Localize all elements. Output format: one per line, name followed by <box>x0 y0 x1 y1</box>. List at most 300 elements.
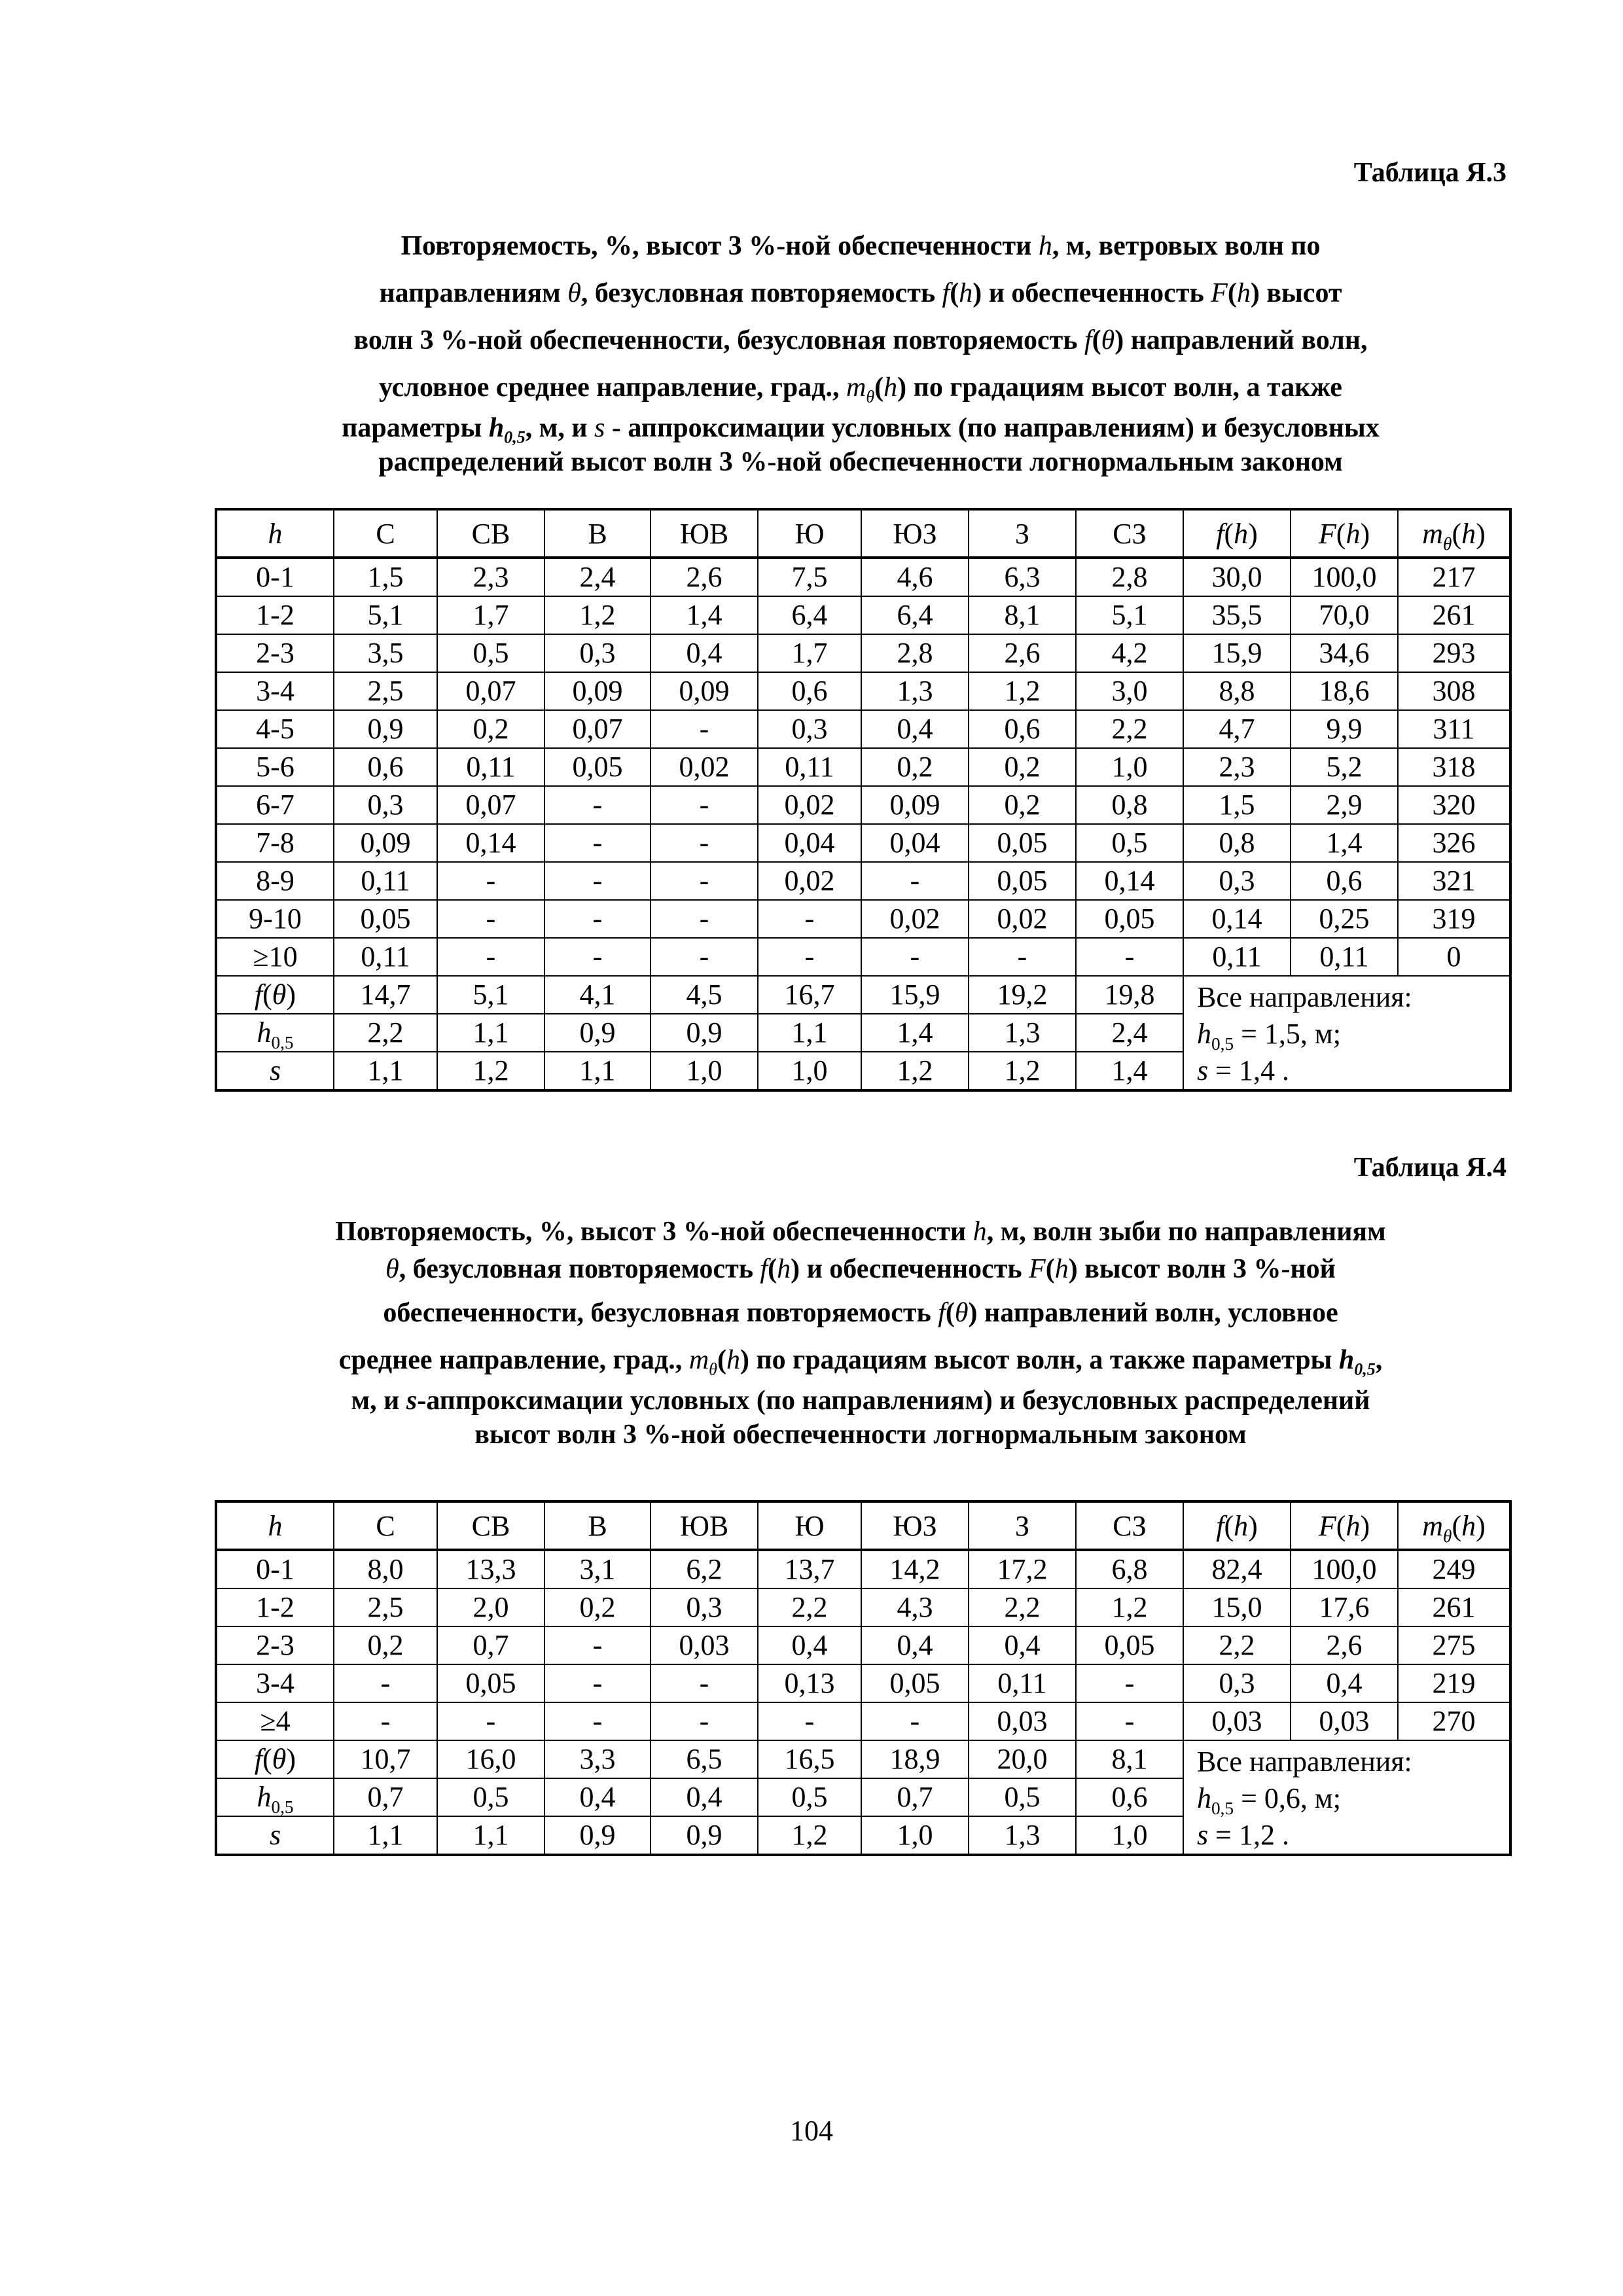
table-cell: 0,03 <box>1291 1702 1398 1740</box>
table-row <box>216 672 1510 710</box>
table-cell: 1,0 <box>861 1816 969 1855</box>
table-cell: 17,2 <box>969 1550 1076 1588</box>
table-cell: 293 <box>1398 634 1510 672</box>
table-cell: 0-1 <box>216 1550 334 1588</box>
table-cell: 0,6 <box>334 748 437 786</box>
table-cell: 15,9 <box>861 976 969 1014</box>
table4-header-0: h <box>216 1501 334 1550</box>
table-row <box>216 596 1510 634</box>
table-cell: 320 <box>1398 786 1510 824</box>
table-cell: 1,4 <box>861 1014 969 1052</box>
table-cell: 5-6 <box>216 748 334 786</box>
table-cell: 5,1 <box>334 596 437 634</box>
table-cell: 0,07 <box>437 786 544 824</box>
table-cell: 0,02 <box>861 900 969 938</box>
table-cell: 9,9 <box>1291 710 1398 748</box>
table-cell: 2,0 <box>437 1588 544 1626</box>
table-cell: 311 <box>1398 710 1510 748</box>
table-cell: 1,0 <box>651 1052 758 1090</box>
table4-caption: Повторяемость, %, высот 3 %-ной обеспеченности h, м, волн зыби по направлениям θ, безусловная повторяемость f(h) и обеспеченность F(h) высот волн 3 %-ной обеспеченности, безусловная повторяемость f(θ) направлений волн, условное среднее направление, град., $m_\theta(h)$ по градациям высот волн, а также параметры $h_{0,5}$, м, и s-аппроксимации условных (по направлениям) и безусловных распределений высот волн 3 %-ной обеспеченности логнормальным законом <box>335 1217 1386 1450</box>
table-cell: - <box>544 1702 651 1740</box>
table-cell: - <box>544 900 651 938</box>
table-cell: 17,6 <box>1291 1588 1398 1626</box>
table-cell: 1,0 <box>1076 1816 1183 1855</box>
table-cell: 1,1 <box>437 1014 544 1052</box>
table-cell: - <box>544 1626 651 1664</box>
param-label: f(θ) <box>216 976 334 1014</box>
table-cell: 5,1 <box>1076 596 1183 634</box>
table-cell: 35,5 <box>1183 596 1291 634</box>
table-cell: 7-8 <box>216 824 334 862</box>
table4-header-5: Ю <box>758 1501 861 1550</box>
table-cell: 7,5 <box>758 558 861 596</box>
table-row <box>216 1550 1510 1588</box>
table-cell: 0,4 <box>1291 1664 1398 1702</box>
table-cell: 6,8 <box>1076 1550 1183 1588</box>
table-cell: 0,5 <box>437 1778 544 1816</box>
table-cell: 2-3 <box>216 1626 334 1664</box>
table-cell: 0,6 <box>1291 862 1398 900</box>
table-cell: - <box>651 862 758 900</box>
table3-header-6: ЮЗ <box>861 509 969 558</box>
table3-header-5: Ю <box>758 509 861 558</box>
table-cell: 15,9 <box>1183 634 1291 672</box>
table-cell: 0,3 <box>1183 1664 1291 1702</box>
table-cell: 0,4 <box>861 710 969 748</box>
table4 <box>215 1500 1512 1856</box>
table-cell: 0,9 <box>544 1816 651 1855</box>
table-cell: 2,6 <box>969 634 1076 672</box>
table-cell: 321 <box>1398 862 1510 900</box>
table-cell: 0,6 <box>1076 1778 1183 1816</box>
table-cell: 0,04 <box>861 824 969 862</box>
table-cell: 10,7 <box>334 1740 437 1778</box>
table-cell: 19,8 <box>1076 976 1183 1014</box>
table-cell: 1,7 <box>758 634 861 672</box>
table-cell: 0,09 <box>651 672 758 710</box>
table-cell: 4-5 <box>216 710 334 748</box>
table-cell: 308 <box>1398 672 1510 710</box>
summary-title: Все направления: <box>1197 981 1412 1013</box>
table3-header-row <box>216 509 1510 558</box>
table-cell: 0,2 <box>544 1588 651 1626</box>
table-cell: 4,6 <box>861 558 969 596</box>
table-cell: 2,6 <box>651 558 758 596</box>
table-cell: 217 <box>1398 558 1510 596</box>
table4-header-1: С <box>334 1501 437 1550</box>
table-cell: 0,02 <box>969 900 1076 938</box>
table-cell: - <box>861 1702 969 1740</box>
table3-header-2: СВ <box>437 509 544 558</box>
table-row <box>216 786 1510 824</box>
table-cell: 1-2 <box>216 1588 334 1626</box>
summary-s: s = 1,2 . <box>1197 1819 1289 1851</box>
table-cell: 2,5 <box>334 1588 437 1626</box>
table-cell: 34,6 <box>1291 634 1398 672</box>
table-cell: 0,9 <box>651 1014 758 1052</box>
table3-header-8: СЗ <box>1076 509 1183 558</box>
table-cell: - <box>758 900 861 938</box>
table-cell: 1,2 <box>969 1052 1076 1090</box>
table-row <box>216 938 1510 976</box>
table-cell: 0,03 <box>1183 1702 1291 1740</box>
table-cell: 1-2 <box>216 596 334 634</box>
table-cell: 0,05 <box>969 862 1076 900</box>
table-cell: 2,2 <box>1183 1626 1291 1664</box>
table3-header-7: З <box>969 509 1076 558</box>
table-cell: 3-4 <box>216 1664 334 1702</box>
summary-title: Все направления: <box>1197 1746 1412 1778</box>
table-cell: - <box>861 862 969 900</box>
table-cell: 0,3 <box>1183 862 1291 900</box>
table4-header-7: З <box>969 1501 1076 1550</box>
table-cell: 0,6 <box>758 672 861 710</box>
table-cell: 1,4 <box>651 596 758 634</box>
table-cell: 8,8 <box>1183 672 1291 710</box>
table3-header-0: h <box>216 509 334 558</box>
table4-label: Таблица Я.4 <box>1353 1153 1507 1183</box>
table-cell: 1,2 <box>1076 1588 1183 1626</box>
table-cell: 0,7 <box>334 1778 437 1816</box>
table-cell: 15,0 <box>1183 1588 1291 1626</box>
table3-header-4: ЮВ <box>651 509 758 558</box>
table-cell: 0,4 <box>969 1626 1076 1664</box>
table-cell: 18,9 <box>861 1740 969 1778</box>
table-cell: 0,11 <box>758 748 861 786</box>
table-cell: 0,09 <box>334 824 437 862</box>
table-cell: 8,0 <box>334 1550 437 1588</box>
table-cell: 318 <box>1398 748 1510 786</box>
table-cell: 0,7 <box>861 1778 969 1816</box>
table-cell: 0,4 <box>544 1778 651 1816</box>
table-cell: 261 <box>1398 1588 1510 1626</box>
table-cell: 1,2 <box>758 1816 861 1855</box>
table-cell: 6,3 <box>969 558 1076 596</box>
table-cell: 0,6 <box>969 710 1076 748</box>
table-cell: - <box>969 938 1076 976</box>
table-cell: 0,07 <box>544 710 651 748</box>
table-cell: 4,3 <box>861 1588 969 1626</box>
table3-label: Таблица Я.3 <box>1353 158 1507 188</box>
table-cell: - <box>651 900 758 938</box>
table-cell: - <box>544 786 651 824</box>
table-cell: 3,5 <box>334 634 437 672</box>
table-cell: 0,2 <box>437 710 544 748</box>
table-cell: 0,02 <box>758 862 861 900</box>
table-cell: 0,11 <box>1291 938 1398 976</box>
table-cell: 4,1 <box>544 976 651 1014</box>
table-cell: 3,3 <box>544 1740 651 1778</box>
table-cell: 0,9 <box>651 1816 758 1855</box>
table-cell: 1,5 <box>1183 786 1291 824</box>
table4-header-10: F(h) <box>1291 1501 1398 1550</box>
table-cell: 1,2 <box>861 1052 969 1090</box>
table3-header-9: f(h) <box>1183 509 1291 558</box>
table-cell: 326 <box>1398 824 1510 862</box>
table-cell: 20,0 <box>969 1740 1076 1778</box>
param-row <box>216 1740 1510 1778</box>
table-cell: 1,1 <box>334 1816 437 1855</box>
table-cell: 0,2 <box>969 748 1076 786</box>
table-cell: 0 <box>1398 938 1510 976</box>
table-cell: 0,03 <box>651 1626 758 1664</box>
table-cell: - <box>544 862 651 900</box>
table3 <box>215 508 1512 1092</box>
table-cell: 0,02 <box>651 748 758 786</box>
table4-header-11: $m_\theta(h)$ <box>1398 1501 1510 1550</box>
table-cell: - <box>651 1702 758 1740</box>
table-cell: 1,3 <box>969 1816 1076 1855</box>
table-cell: 1,2 <box>969 672 1076 710</box>
table-cell: 0,5 <box>969 1778 1076 1816</box>
table-cell: 0,4 <box>651 634 758 672</box>
table-cell: 0,04 <box>758 824 861 862</box>
table-cell: 0,3 <box>544 634 651 672</box>
table-cell: 1,3 <box>861 672 969 710</box>
table-cell: 16,7 <box>758 976 861 1014</box>
table3-header-11: $m_\theta(h)$ <box>1398 509 1510 558</box>
table-cell: 13,7 <box>758 1550 861 1588</box>
table4-header-8: СЗ <box>1076 1501 1183 1550</box>
table-cell: 0,2 <box>969 786 1076 824</box>
table-cell: 4,7 <box>1183 710 1291 748</box>
table-cell: 16,5 <box>758 1740 861 1778</box>
table-cell: 0,11 <box>334 938 437 976</box>
table-cell: 0,4 <box>861 1626 969 1664</box>
table-cell: 6,2 <box>651 1550 758 1588</box>
table-cell: 14,2 <box>861 1550 969 1588</box>
table-cell: - <box>544 824 651 862</box>
table4-header-4: ЮВ <box>651 1501 758 1550</box>
table-cell: - <box>758 1702 861 1740</box>
table-cell: - <box>861 938 969 976</box>
table-cell: - <box>1076 938 1183 976</box>
table-row <box>216 748 1510 786</box>
table-cell: - <box>651 786 758 824</box>
table-cell: 4,2 <box>1076 634 1183 672</box>
table-cell: 0,9 <box>544 1014 651 1052</box>
table-cell: - <box>437 900 544 938</box>
table-cell: ≥10 <box>216 938 334 976</box>
table-cell: 19,2 <box>969 976 1076 1014</box>
page-number: 104 <box>790 2115 833 2147</box>
table-cell: 1,7 <box>437 596 544 634</box>
table-cell: - <box>758 938 861 976</box>
table-cell: 0,09 <box>861 786 969 824</box>
table-cell: 1,1 <box>334 1052 437 1090</box>
table-cell: 0,05 <box>1076 900 1183 938</box>
table-cell: 0,5 <box>1076 824 1183 862</box>
table-cell: 319 <box>1398 900 1510 938</box>
table-cell: 3,0 <box>1076 672 1183 710</box>
table-cell: - <box>437 862 544 900</box>
summary-h: $h_{0,5} = 1,5$, м; <box>1197 1018 1341 1054</box>
param-label: $h_{0,5}$ <box>216 1014 334 1052</box>
table-cell: 2,3 <box>437 558 544 596</box>
table-cell: 0,09 <box>544 672 651 710</box>
table-cell: 0,11 <box>437 748 544 786</box>
table-cell: 0,02 <box>758 786 861 824</box>
table-cell: 0,05 <box>334 900 437 938</box>
summary-h: $h_{0,5} = 0,6$, м; <box>1197 1782 1341 1818</box>
table-cell: 2,2 <box>758 1588 861 1626</box>
table-cell: 0,05 <box>1076 1626 1183 1664</box>
table-cell: 70,0 <box>1291 596 1398 634</box>
table-cell: 0,14 <box>437 824 544 862</box>
table-cell: - <box>1076 1664 1183 1702</box>
table-cell: 13,3 <box>437 1550 544 1588</box>
table-cell: 100,0 <box>1291 558 1398 596</box>
table-cell: 0,5 <box>758 1778 861 1816</box>
table-cell: 2,2 <box>1076 710 1183 748</box>
table-cell: 0,11 <box>1183 938 1291 976</box>
table-cell: 2,6 <box>1291 1626 1398 1664</box>
table-cell: 5,2 <box>1291 748 1398 786</box>
table-cell: 0,4 <box>758 1626 861 1664</box>
table-cell: 2,4 <box>1076 1014 1183 1052</box>
table-cell: 6,4 <box>861 596 969 634</box>
table-cell: 3,1 <box>544 1550 651 1588</box>
table-cell: 2,3 <box>1183 748 1291 786</box>
table-cell: 249 <box>1398 1550 1510 1588</box>
table-cell: 0,9 <box>334 710 437 748</box>
table-cell: - <box>651 710 758 748</box>
table-cell: 8,1 <box>1076 1740 1183 1778</box>
table-cell: 2,8 <box>1076 558 1183 596</box>
table-cell: 0,14 <box>1076 862 1183 900</box>
table-cell: 1,4 <box>1291 824 1398 862</box>
table4-header-6: ЮЗ <box>861 1501 969 1550</box>
table-cell: 0,3 <box>758 710 861 748</box>
table-cell: 2-3 <box>216 634 334 672</box>
table-cell: 0,2 <box>861 748 969 786</box>
table-cell: 6,4 <box>758 596 861 634</box>
table-cell: - <box>544 1664 651 1702</box>
table-cell: 0,8 <box>1076 786 1183 824</box>
table-row <box>216 558 1510 596</box>
table-cell: 4,5 <box>651 976 758 1014</box>
table-cell: 219 <box>1398 1664 1510 1702</box>
table-cell: - <box>334 1664 437 1702</box>
table4-header-2: СВ <box>437 1501 544 1550</box>
table-row <box>216 1702 1510 1740</box>
table-cell: 2,2 <box>334 1014 437 1052</box>
table-cell: 82,4 <box>1183 1550 1291 1588</box>
table-cell: 1,1 <box>437 1816 544 1855</box>
table-cell: 0,07 <box>437 672 544 710</box>
table-cell: 5,1 <box>437 976 544 1014</box>
table4-header-9: f(h) <box>1183 1501 1291 1550</box>
table4-all-directions-summary <box>1183 1740 1510 1855</box>
table-cell: - <box>437 938 544 976</box>
table-cell: 0-1 <box>216 558 334 596</box>
table3-caption: Повторяемость, %, высот 3 %-ной обеспеченности h, м, ветровых волн по направлениям θ, безусловная повторяемость f(h) и обеспеченность F(h) высот волн 3 %-ной обеспеченности, безусловная повторяемость f(θ) направлений волн, условное среднее направление, град., $m_\theta(h)$ по градациям высот волн, а также параметры $h_{0,5}$, м, и s - аппроксимации условных (по направлениям) и безусловных распределений высот волн 3 %-ной обеспеченности логнормальным законом <box>342 231 1380 477</box>
table-cell: 100,0 <box>1291 1550 1398 1588</box>
table-cell: - <box>651 824 758 862</box>
table-cell: 1,1 <box>758 1014 861 1052</box>
table-row <box>216 710 1510 748</box>
table-cell: 6-7 <box>216 786 334 824</box>
table-cell: 0,03 <box>969 1702 1076 1740</box>
table3-header-3: В <box>544 509 651 558</box>
table-row <box>216 1664 1510 1702</box>
param-label: s <box>216 1052 334 1090</box>
table-cell: 270 <box>1398 1702 1510 1740</box>
table-cell: - <box>544 938 651 976</box>
table3-header-10: F(h) <box>1291 509 1398 558</box>
table-cell: - <box>437 1702 544 1740</box>
table-cell: 0,05 <box>544 748 651 786</box>
table-cell: 3-4 <box>216 672 334 710</box>
table-cell: 0,11 <box>969 1664 1076 1702</box>
table3-header-1: С <box>334 509 437 558</box>
param-label: f(θ) <box>216 1740 334 1778</box>
table-row <box>216 1588 1510 1626</box>
param-label: s <box>216 1816 334 1855</box>
table-cell: 1,0 <box>758 1052 861 1090</box>
table-cell: 0,4 <box>651 1778 758 1816</box>
table-cell: 261 <box>1398 596 1510 634</box>
summary-s: s = 1,4 . <box>1197 1054 1289 1086</box>
table-row <box>216 862 1510 900</box>
table-row <box>216 824 1510 862</box>
table-cell: 0,13 <box>758 1664 861 1702</box>
table-cell: 2,4 <box>544 558 651 596</box>
table-cell: 1,2 <box>544 596 651 634</box>
table-row <box>216 1626 1510 1664</box>
table-cell: - <box>1076 1702 1183 1740</box>
table-cell: 18,6 <box>1291 672 1398 710</box>
table-cell: 9-10 <box>216 900 334 938</box>
table-cell: 8-9 <box>216 862 334 900</box>
table-cell: - <box>651 1664 758 1702</box>
table-row <box>216 900 1510 938</box>
table-cell: - <box>334 1702 437 1740</box>
table-cell: 2,9 <box>1291 786 1398 824</box>
table-cell: 0,5 <box>437 634 544 672</box>
table4-header-3: В <box>544 1501 651 1550</box>
table-cell: 14,7 <box>334 976 437 1014</box>
table-cell: 0,11 <box>334 862 437 900</box>
table-cell: 0,05 <box>861 1664 969 1702</box>
param-label: $h_{0,5}$ <box>216 1778 334 1816</box>
table-cell: - <box>651 938 758 976</box>
table-cell: 8,1 <box>969 596 1076 634</box>
table-cell: 2,5 <box>334 672 437 710</box>
table-cell: 275 <box>1398 1626 1510 1664</box>
table-cell: 1,0 <box>1076 748 1183 786</box>
table-cell: 2,2 <box>969 1588 1076 1626</box>
table-cell: 0,8 <box>1183 824 1291 862</box>
table-cell: 0,3 <box>334 786 437 824</box>
table-cell: 1,5 <box>334 558 437 596</box>
table-cell: 0,05 <box>437 1664 544 1702</box>
table-cell: 30,0 <box>1183 558 1291 596</box>
table-cell: 6,5 <box>651 1740 758 1778</box>
table3-all-directions-summary <box>1183 976 1510 1090</box>
table-row <box>216 634 1510 672</box>
table-cell: 0,7 <box>437 1626 544 1664</box>
param-row <box>216 976 1510 1014</box>
table4-header-row <box>216 1501 1510 1550</box>
table-cell: 0,3 <box>651 1588 758 1626</box>
table-cell: 1,4 <box>1076 1052 1183 1090</box>
table-cell: 2,8 <box>861 634 969 672</box>
table-cell: 0,05 <box>969 824 1076 862</box>
table-cell: ≥4 <box>216 1702 334 1740</box>
table-cell: 0,25 <box>1291 900 1398 938</box>
table-cell: 0,14 <box>1183 900 1291 938</box>
